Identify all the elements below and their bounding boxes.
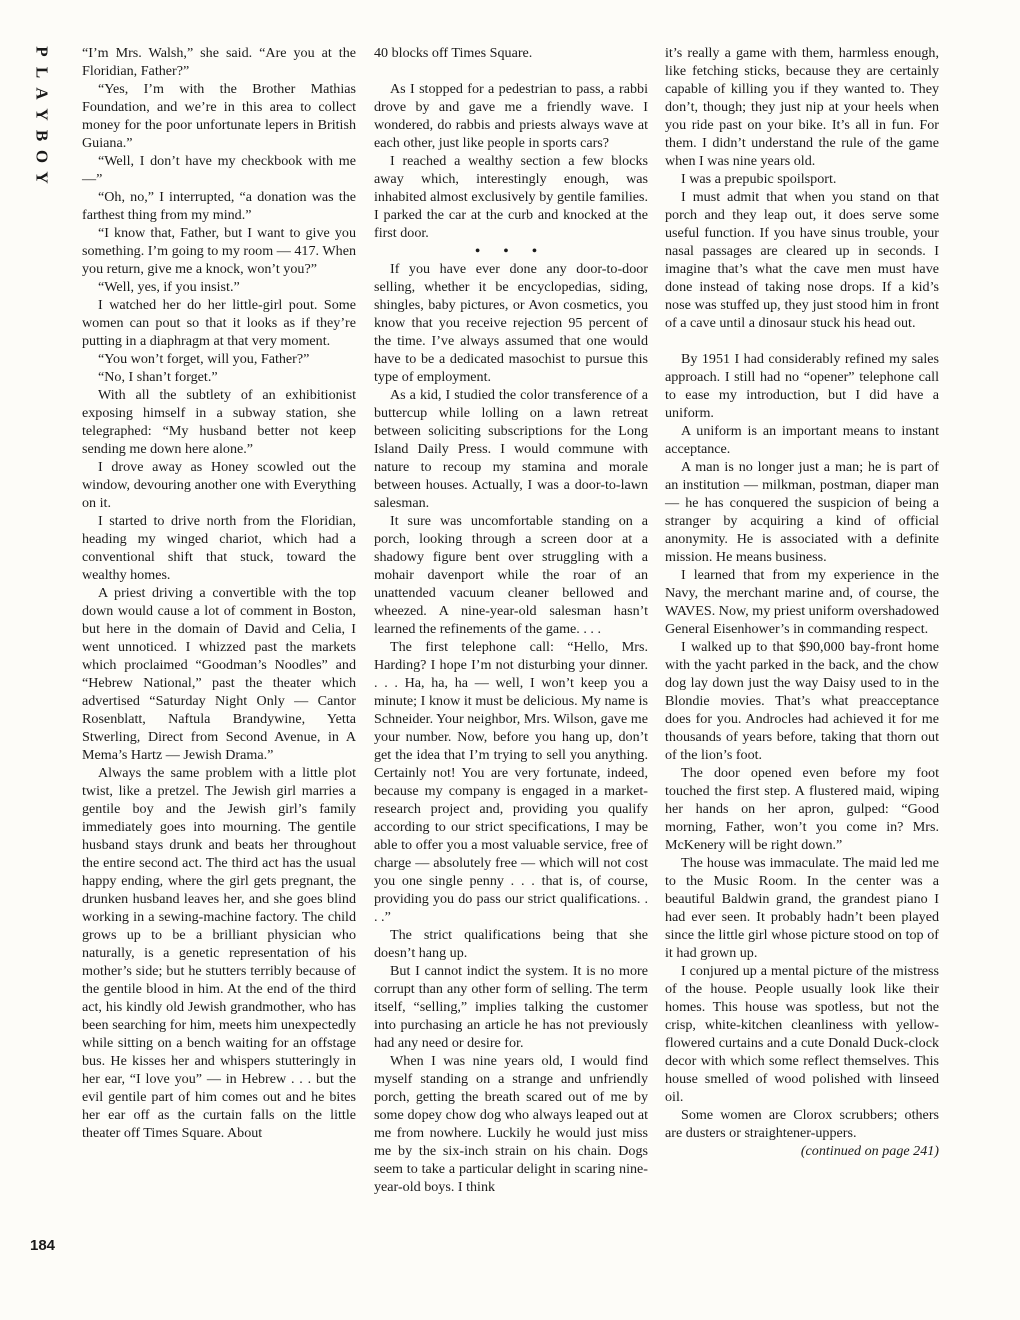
paragraph: With all the subtlety of an exhibitionist exposing himself in a subway station, she telegraphed: “My husband better not keep sending me down here alone.”: [82, 387, 356, 457]
section-break: • • •: [475, 243, 547, 259]
masthead-letter: P: [32, 46, 52, 59]
continued-line: (continued on page 241): [800, 1143, 939, 1159]
paragraph: I watched her do her little-girl pout. Some women can pout so that it looks as if they’re putting in a diaphragm at that very moment.: [82, 297, 356, 349]
paragraph: I reached a wealthy section a few blocks away which, interestingly enough, was inhabited almost exclusively by gentile families. I parked the car at the curb and knocked at the first door.: [374, 153, 648, 241]
paragraph: “You won’t forget, will you, Father?”: [98, 351, 310, 367]
column-1: [82, 44, 356, 1142]
masthead-letter: Y: [32, 108, 52, 123]
page-number: 184: [30, 1237, 56, 1254]
column-2: [374, 44, 648, 1196]
paragraph: “I’m Mrs. Walsh,” she said. “Are you at the Floridian, Father?”: [82, 45, 356, 79]
paragraph: A man is no longer just a man; he is part of an institution — milkman, postman, diaper man — he has conquered the suspicion of being a stranger by acquiring a kind of official anonymity. He is associated with a definite mission. He means business.: [665, 459, 939, 565]
masthead-letter: O: [32, 149, 52, 166]
paragraph: I learned that from my experience in the Navy, the merchant marine and, of course, the WAVES. Now, my priest uniform overshadowed General Eisenhower’s in commanding respect.: [665, 567, 940, 637]
paragraph: “I know that, Father, but I want to give you something. I’m going to my room — 417. When you return, give me a knock, won’t you?”: [82, 225, 356, 277]
masthead: [30, 42, 54, 189]
paragraph: “Well, yes, if you insist.”: [98, 279, 240, 295]
paragraph: I drove away as Honey scowled out the window, devouring another one with Everything on it.: [82, 459, 356, 511]
paragraph: I was a prepubic spoilsport.: [681, 171, 837, 187]
paragraph: 40 blocks off Times Square.: [374, 45, 533, 61]
paragraph: The house was immaculate. The maid led me to the Music Room. In the center was a beautiful Baldwin grand, the grandest piano I had ever seen. It probably hadn’t been played since the little girl whose picture stood on top of it had grown up.: [665, 855, 939, 961]
paragraph: As a kid, I studied the color transference of a buttercup while lolling on a lawn retreat between soliciting subscriptions for the Long Island Daily Press. I would commune with nature to recoup my stamina and morale between houses. Actually, I was a door-to-lawn salesman.: [374, 387, 648, 511]
paragraph: By 1951 I had considerably refined my sales approach. I still had no “opener” telephone call to ease my introduction, but I did have a uniform.: [665, 351, 939, 421]
masthead-letter: A: [32, 87, 52, 102]
paragraph: I started to drive north from the Floridian, heading my winged chariot, which had a conventional shift that stuck, toward the wealthy homes.: [82, 513, 356, 583]
paragraph: A priest driving a convertible with the top down would cause a lot of comment in Boston, but here in the domain of David and Celia, I went unnoticed. I whizzed past the markets which proclaimed “Goodman’s Noodles” and “Hebrew National,” past the theater which advertised “Saturday Night Only — Cantor Rosenblatt, Naftula Brandywine, Yetta Stwerling, Direct from Second Avenue, in A Mema’s Hartz — Jewish Drama.”: [82, 585, 356, 763]
paragraph: If you have ever done any door-to-door selling, whether it be encyclopedias, siding, shingles, baby pictures, or Avon cosmetics, you know that you receive rejection 95 percent of the time. I’ve always assumed that one would have to be a dedicated masochist to pursue this type of employment.: [374, 261, 648, 385]
paragraph: it’s really a game with them, harmless enough, like fetching sticks, because they are certainly capable of killing you if they wanted to. They don’t, though; they just nip at your heels when you ride past on your bike. It’s all in fun. For them. I didn’t understand the rule of the game when I was nine years old.: [665, 45, 939, 169]
paragraph: As I stopped for a pedestrian to pass, a rabbi drove by and gave me a friendly wave. I wondered, do rabbis and priests always wave at each other, just like people in sports cars?: [374, 81, 648, 151]
masthead-letter: Y: [32, 171, 52, 186]
column-3: [665, 44, 939, 1160]
masthead-letter: L: [32, 66, 52, 81]
paragraph: Always the same problem with a little plot twist, like a pretzel. The Jewish girl marries a gentile boy and the Jewish girl’s family immediately goes into mourning. The gentile husband stays drunk and beats her throughout the entire second act. The third act has the usual happy ending, where the girl gets pregnant, the drunken husband leaves her, and she goes blind working in a sewing-machine factory. The child grows up to be a brilliant physician who naturally, is a genetic representation of his mother’s side; but he stutters terribly because of the gentile blood in him. At the end of the third act, his kindly old Jewish grandmother, who has been searching for him, meets him unexpectedly while sitting on a bench waiting for an offstage bus. He kisses her and whispers stutteringly in her ear, “I love you” — in Hebrew . . . but the evil gentile part of him comes out and he bites her ear off as the curtain falls on the little theater off Times Square. About: [82, 765, 356, 1141]
paragraph: The door opened even before my foot touched the first step. A flustered maid, wiping her hands on her apron, gulped: “Good morning, Father, won’t you come in? Mrs. McKenery will be right down.”: [665, 765, 939, 853]
paragraph: I must admit that when you stand on that porch and they leap out, it does serve some useful function. If you have sinus trouble, your nasal passages are cleared up in seconds. I imagine that’s what the cave men must have done instead of taking nose drops. If a kid’s nose was stuffed up, they just stood him in front of a cave until a dinosaur stuck his head out.: [665, 189, 939, 331]
paragraph: The first telephone call: “Hello, Mrs. Harding? I hope I’m not disturbing your dinner. . . . Ha, ha, ha — well, I won’t keep you a minute; I know it must be delicious. My name is Schneider. Your neighbor, Mrs. Wilson, gave me your number. Now, before you hang up, don’t get the idea that I’m trying to sell you anything. Certainly not! You are very fortunate, indeed, because my company is engaged in a market-research project and, providing you qualify according to our strict specifications, I may be able to offer you a most valuable service, free of charge — absolutely free — which will not cost you one single penny . . . that is, of course, providing you do pass our strict qualifications. . . .”: [374, 639, 648, 925]
paragraph: When I was nine years old, I would find myself standing on a strange and unfriendly porch, getting the breath scared out of me by some dopey chow dog who always leaped out at me from nowhere. Luckily he would just miss me by the six-inch strain on his chain. Dogs seem to take a particular delight in scaring nine-year-old boys. I think: [374, 1053, 648, 1195]
paragraph: “Yes, I’m with the Brother Mathias Foundation, and we’re in this area to collect money for the poor unfortunate lepers in British Guiana.”: [82, 81, 356, 151]
paragraph: “No, I shan’t forget.”: [98, 369, 218, 385]
paragraph: Some women are Clorox scrubbers; others are dusters or straightener-uppers.: [665, 1107, 939, 1141]
paragraph: “Well, I don’t have my checkbook with me —”: [82, 153, 356, 187]
paragraph: It sure was uncomfortable standing on a porch, looking through a screen door at a shadowy figure bent over struggling with a mohair davenport while the roar of an unattended vacuum cleaner bellowed and wheezed. A nine-year-old salesman hasn’t learned the refinements of the game. . . .: [374, 513, 648, 637]
paragraph: The strict qualifications being that she doesn’t hang up.: [374, 927, 648, 961]
masthead-letter: B: [32, 129, 52, 144]
paragraph: But I cannot indict the system. It is no more corrupt than any other form of selling. The term itself, “selling,” implies talking the customer into purchasing an article he has not previously had any need or desire for.: [374, 963, 648, 1051]
paragraph: I walked up to that $90,000 bay-front home with the yacht parked in the back, and the chow dog lay down just the way Daisy used to in the Blondie movies. That’s what preacceptance does for you. Androcles had achieved it for me thousands of years before, taking that thorn out of the lion’s foot.: [665, 639, 939, 763]
paragraph: “Oh, no,” I interrupted, “a donation was the farthest thing from my mind.”: [82, 189, 356, 223]
paragraph: I conjured up a mental picture of the mistress of the house. People usually look like their homes. This house was spotless, but not the crisp, white-kitchen cleanliness with yellow-flowered curtains and a cute Donald Duck-clock decor with which some reflect themselves. This house smelled of wood polished with linseed oil.: [665, 963, 939, 1105]
paragraph: A uniform is an important means to instant acceptance.: [665, 423, 939, 457]
